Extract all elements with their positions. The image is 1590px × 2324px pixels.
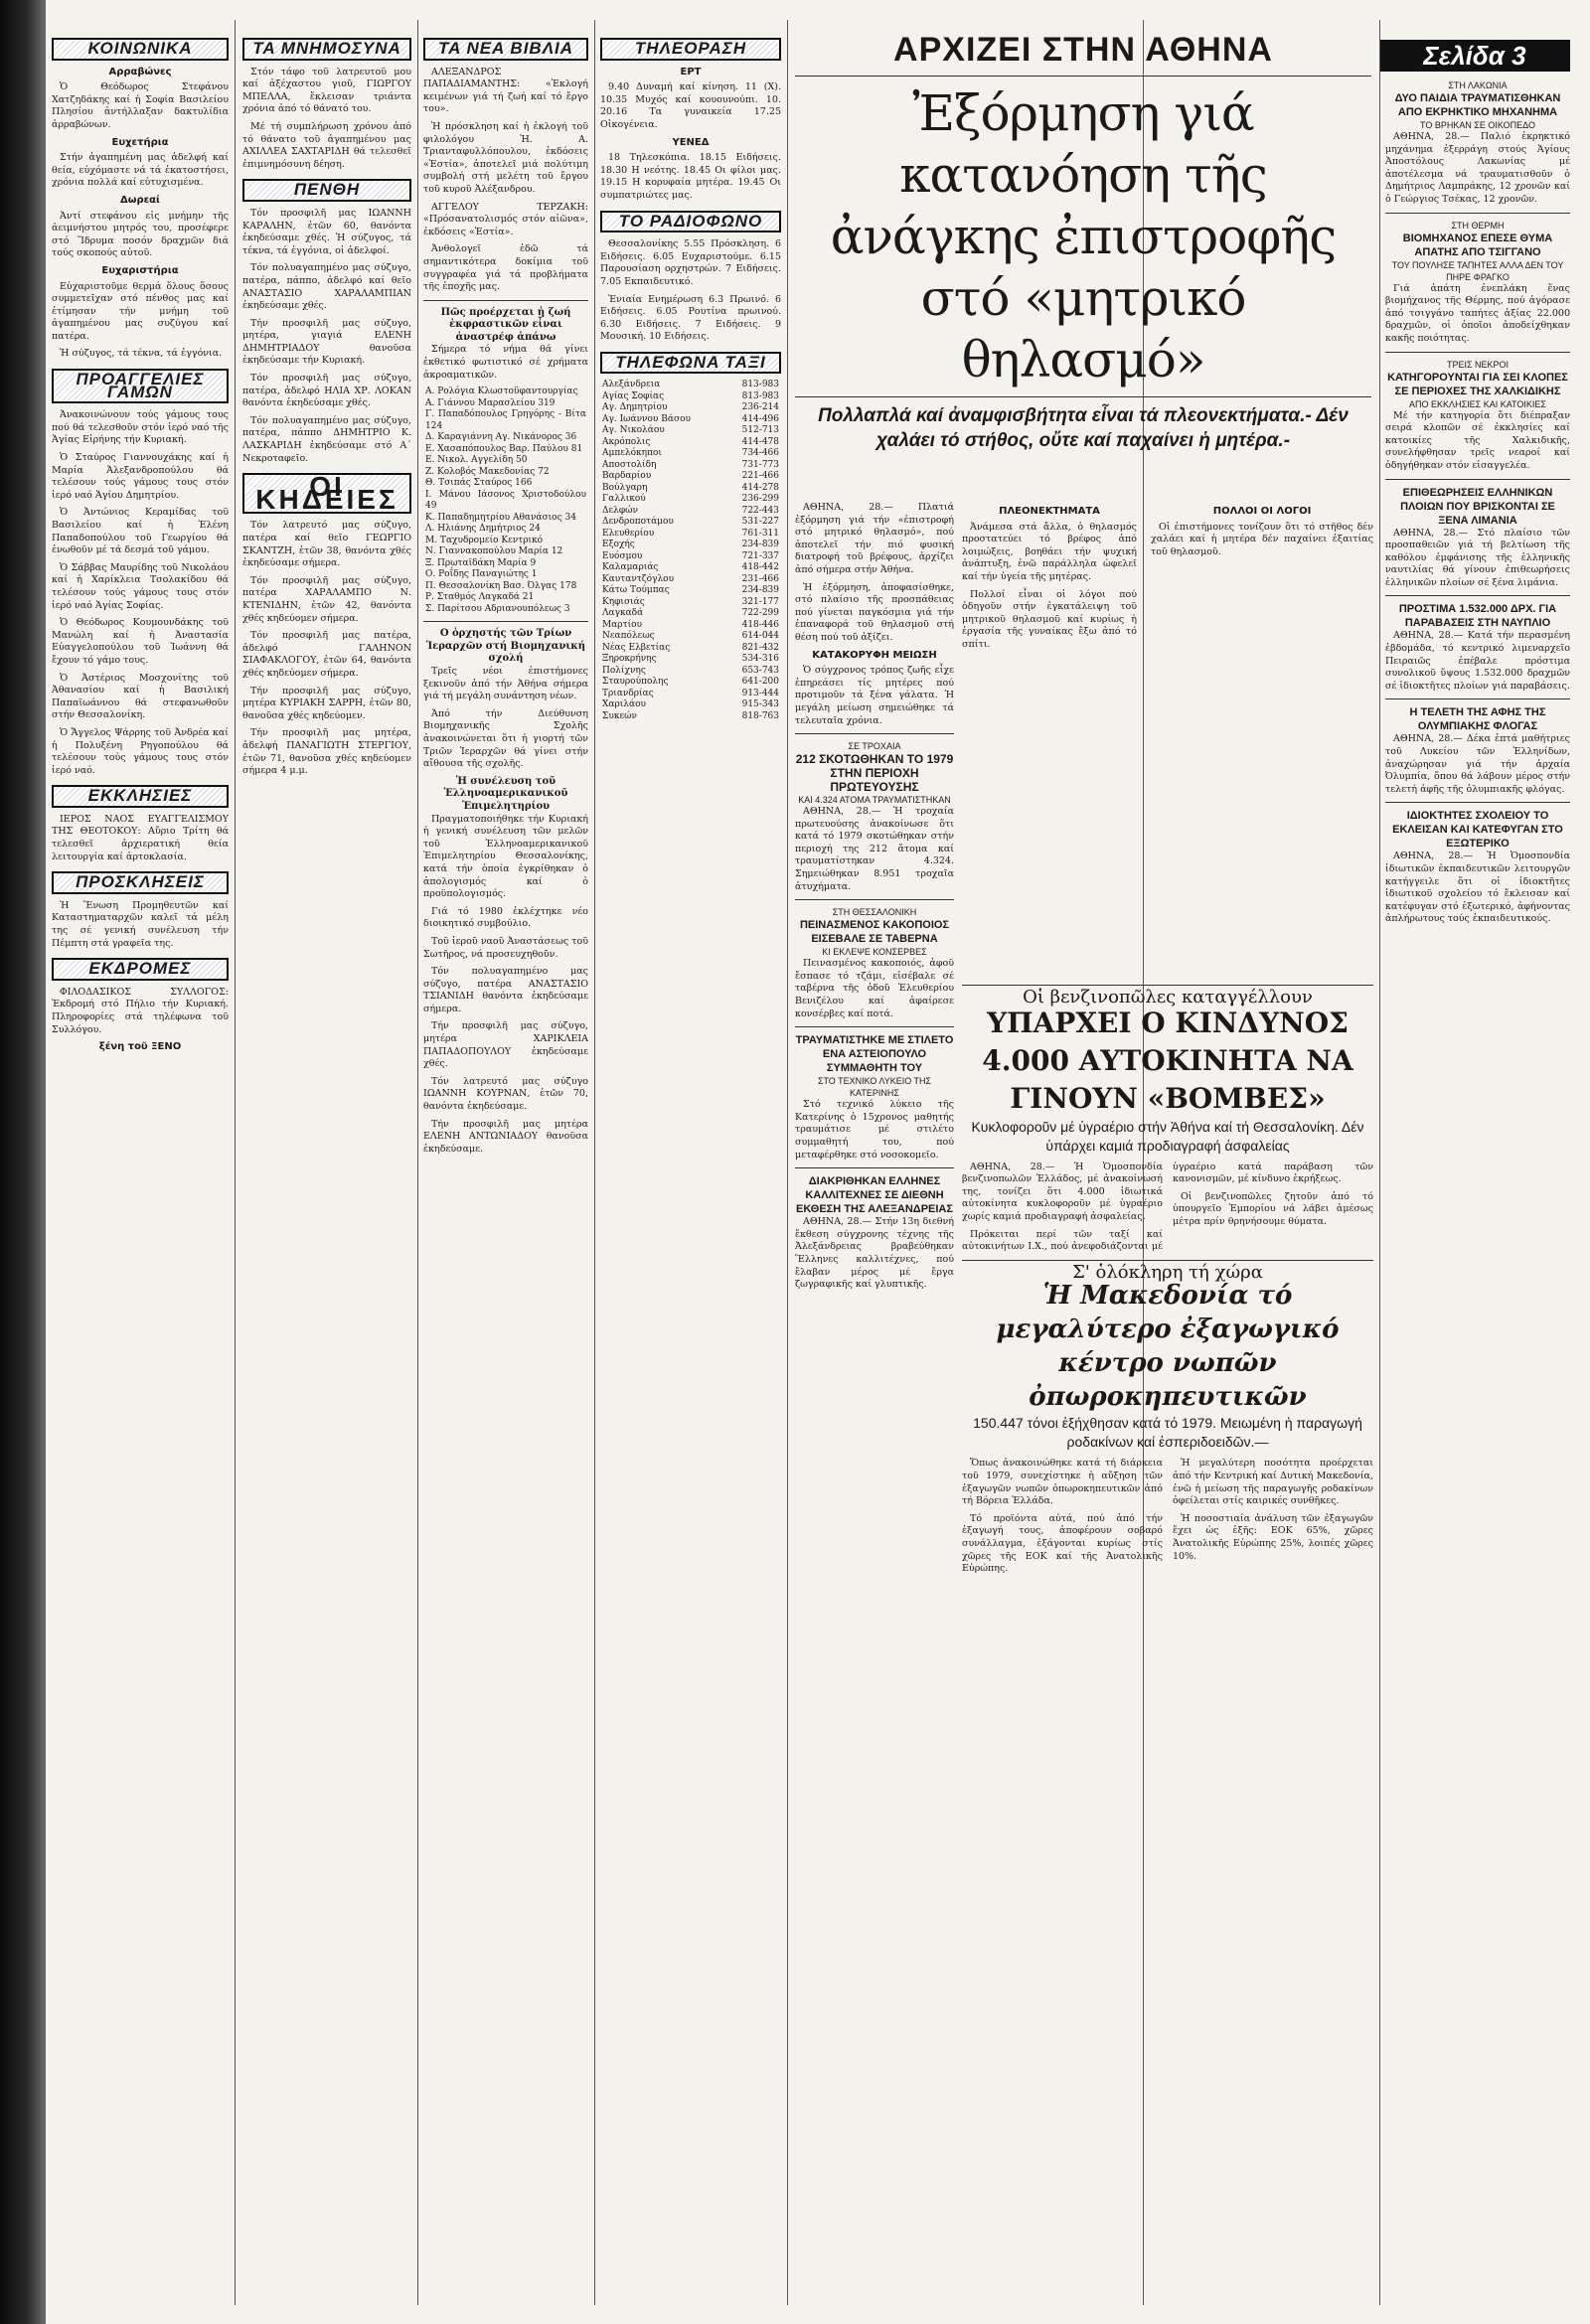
divider xyxy=(795,76,1371,77)
lead-kicker: ΑΡΧΙΖΕΙ ΣΤΗΝ ΑΘΗΝΑ xyxy=(893,31,1273,69)
paragraph: Τόν πολυαγαπημένο μας σύζυγο, πατέρα, πάππο ΔΗΜΗΤΡΙΟ Κ. ΛΑΣΚΑΡΙΔΗ ἐκηδεύσαμε στό Α΄ Νεκροταφεῖο. xyxy=(242,414,411,464)
paragraph: Ὁ σύγχρονος τρόπος ζωῆς εἶχε ἐπηρεάσει τίς μητέρες πού προτιμοῦν τά ξένα γάλατα. Ἡ μεγάλη μείωση σημειώθηκε τά τελευταῖα χρόνια. xyxy=(795,665,954,726)
paragraph: Ἐνιαία Ενημέρωση 6.3 Πρωινό. 6 Ειδήσεις. 6.05 Ρουτίνα πρωινού. 6.30 Ειδήσεις. 7 Ειδήσεις. 9 Μουσική. 10 Ειδήσεις. xyxy=(600,293,781,343)
taxi-area: Δελφών xyxy=(602,505,638,516)
taxi-area: Νεαπόλεως xyxy=(602,631,655,642)
list-item-text: Θ. Τσιπάς Σταύρος 166 xyxy=(425,478,533,489)
taxi-area: Αγ. Ιωάννου Βάσου xyxy=(602,413,691,424)
taxi-phone: 821-432 xyxy=(741,642,779,653)
taxi-row xyxy=(600,448,781,460)
taxi-phone: 531-227 xyxy=(741,517,779,528)
story-headline: ΠΡΟΣΤΙΜΑ 1.532.000 ΔΡΧ. ΓΙΑ ΠΑΡΑΒΑΣΕΙΣ ΣΤΗ ΝΑΥΠΛΙΟ xyxy=(1398,603,1557,630)
story-headline: 212 ΣΚΟΤΩΘΗΚΑΝ ΤΟ 1979 ΣΤΗΝ ΠΕΡΙΟΧΗ ΠΡΩΤΕΥΟΥΣΗΣ xyxy=(795,752,954,795)
paragraph: ΑΘΗΝΑ, 28.— Ἡ τροχαία πρωτευούσης ἀνακοίνωσε ὅτι κατά τό 1979 σκοτώθηκαν στήν περιοχή της 212 ἄτομα καί τραυματίστηκαν 4.324. Σημειώθηκαν 8.951 τροχαῖα ἀτυχήματα. xyxy=(795,806,954,892)
paragraph: Ἀπό τήν Διεύθυνση Βιομηχανικῆς Σχολῆς ἀνακοινώνεται ὅτι ἡ γιορτή τῶν Τριῶν Ἱεραρχῶν θά γίνει στήν αἴθουσα τῆς σχολῆς. xyxy=(423,707,588,770)
divider xyxy=(1385,698,1570,699)
mak-subhead: 150.447 τόνοι ἐξήχθησαν κατά τό 1979. Μειωμένη ἡ παραγωγή ροδακίνων καί ἐσπεριδοειδῶν.— xyxy=(973,1415,1362,1451)
paragraph: Πρόκειται περί τῶν ταξί καί αὐτοκινήτων Ι.Χ., πού ἀνεφοδιάζονται μέ ὑγραέριο κατά παράβαση τῶν κανονισμῶν, μέ κίνδυνο ἐκρήξεως. xyxy=(962,1161,1373,1253)
paragraph: Ὁ Ἀντώνιος Κεραμίδας τοῦ Βασιλείου καί ἡ Ἐλένη Παπαδοπούλου τοῦ Γεωργίου θά ἐνωθοῦν μέ τά δεσμά τοῦ γάμου. xyxy=(52,507,229,556)
paragraph: Οἱ ἐπιστήμονες τονίζουν ὅτι τό στῆθος δέν χαλάει καί ἡ μητέρα δέν παχαίνει ἐξαιτίας τοῦ θηλασμοῦ. xyxy=(1151,521,1373,557)
taxi-phone: 734-466 xyxy=(741,448,779,459)
paragraph: ΑΘΗΝΑ, 28.— Ἡ Ὁμοσπονδία ἰδιωτικῶν ἐκπαιδευτικῶν λειτουργῶν κατήγγειλε ὅτι οἱ ἰδιοκτῆτες ἰδιωτικοῦ σχολείου τό ἔκλεισαν καί κατέφυγαν στό ἐξωτερικό, ἀφήνοντας ἀπλήρωτους τούς ἐκπαιδευτικούς. xyxy=(1385,851,1570,925)
column-news-right-top xyxy=(1151,502,1373,979)
list-item xyxy=(423,432,588,444)
paragraph: ΑΘΗΝΑ, 28.— Δέκα ἑπτά μαθήτριες τοῦ Λυκείου τῶν Ἑλληνίδων, ἀναχώρησαν γιά τήν ἀρχαία Ὀλυμπία, ὅπου θά λάβουν μέρος στήν τελετή ἀφῆς τῆς ὀλυμπιακῆς φλόγας. xyxy=(1385,733,1570,795)
mak-body xyxy=(962,1458,1373,1575)
paragraph: Μέ τήν κατηγορία ὅτι διέπραξαν σειρά κλοπῶν σέ ἐκκλησίες καί κατοικίες τῆς Χαλκιδικῆς, συνελήφθησαν τρεῖς νεαροί καί ὁδηγήθηκαν στόν εἰσαγγελέα. xyxy=(1385,409,1570,471)
paragraph: ΑΘΗΝΑ, 28.— Στό πλαίσιο τῶν προσπαθειῶν γιά τή βελτίωση τῆς καθόλου ἐμφάνισης τῆς ἑλληνικῆς ναυτιλίας θά γίνουν ἐπιθεωρήσεις ἑλληνικῶν πλοίων σέ ξένα λιμάνια. xyxy=(1385,527,1570,588)
paragraph: Οἱ βενζινοπῶλες ζητοῦν ἀπό τό ὑπουργεῖο Ἐμπορίου νά λάβει ἀμέσως μέτρα πρίν θρηνήσουμε θύματα. xyxy=(1173,1190,1373,1227)
column-social xyxy=(52,30,229,2315)
list-item-text: Γ. Παπαδόπουλος Γρηγόρης - Βίτα 124 xyxy=(425,409,586,431)
taxi-row xyxy=(600,437,781,449)
story-headline: ΕΠΙΘΕΩΡΗΣΕΙΣ ΕΛΛΗΝΙΚΩΝ ΠΛΟΙΩΝ ΠΟΥ ΒΡΙΣΚΟΝΤΑΙ ΣΕ ΞΕΝΑ ΛΙΜΑΝΙΑ xyxy=(1400,486,1555,527)
taxi-phone: 913-444 xyxy=(741,688,779,698)
paragraph: Εὐχαριστοῦμε θερμά ὅλους ὅσους συμμετεῖχαν στό πένθος μας καί ἐτίμησαν τήν μνήμη τοῦ ἀγαπημένου μας συζύγου καί πατέρα. xyxy=(52,280,229,342)
divider xyxy=(423,621,588,622)
column-memorials xyxy=(242,30,411,2315)
section-mnimosyna: ΤΑ ΜΝΗΜΟΣΥΝΑ xyxy=(242,38,411,61)
taxi-phone: 414-478 xyxy=(741,436,779,447)
list-item-text: Α. Γιάννου Μαρασλείου 319 xyxy=(425,397,556,408)
taxi-area: Ευόσμου xyxy=(602,550,643,561)
paragraph: ΑΓΓΕΛΟΥ ΤΕΡΖΑΚΗ: «Πρόσανατολισμός στόν αἰῶνα», ἐκδόσεις «Ἑστία». xyxy=(423,201,588,237)
taxi-area: Βούλγαρη xyxy=(602,482,648,493)
paragraph: Στήν ἀγαπημένη μας ἀδελφή καί θεία, εὐχόμαστε νά τά ἑκατοστήσει, χρόνια πολλά καί εὐτυχισμένα. xyxy=(52,152,229,189)
list-item xyxy=(423,490,588,513)
taxi-row xyxy=(600,699,781,711)
divider xyxy=(795,733,954,734)
paragraph: Ὁ Θεόδωρος Στεφάνου Χατζηδάκης καί ἡ Σοφία Βασιλείου Πλησίου ἀντήλλαξαν δακτυλίδια ἀρραβώνων. xyxy=(52,81,229,130)
divider xyxy=(795,899,954,900)
list-item-text: Ν. Γιαννακοπούλου Μαρία 12 xyxy=(425,546,563,557)
divider xyxy=(1385,213,1570,214)
paragraph: Ὅπως ἀνακοινώθηκε κατά τή διάρκεια τοῦ 1979, συνεχίστηκε ἡ αὔξηση τῶν ἐξαγωγῶν νωπῶν ὀπωροκηπευτικῶν ἀπό τή Βόρεια Ἑλλάδα. xyxy=(962,1458,1163,1507)
story-headline: ΔΙΑΚΡΙΘΗΚΑΝ ΕΛΛΗΝΕΣ ΚΑΛΛΙΤΕΧΝΕΣ ΣΕ ΔΙΕΘΝΗ ΕΚΘΕΣΗ ΤΗΣ ΑΛΕΞΑΝΔΡΕΙΑΣ xyxy=(796,1175,953,1216)
list-item-text: Ο. Ροΐδης Παναγιώτης 1 xyxy=(425,569,538,580)
subsection-xeno: ξένη τοῦ ΞΕΝΟ xyxy=(98,1041,182,1053)
section-ekdromes: ΕΚΔΡΟΜΕΣ xyxy=(52,958,229,981)
story-subhead: ΚΙ ΕΚΛΕΨΕ ΚΟΝΣΕΡΒΕΣ xyxy=(822,947,927,958)
taxi-area: Μαρτίου xyxy=(602,619,642,630)
paragraph: Τόν προσφιλῆ μας πατέρα, ἀδελφό ΓΑΛΗΝΟΝ ΣΙΑΦΑΚΛΟΓΟΥ, ἐτῶν 64, θανόντα χθές κηδεύομεν σήμερα. xyxy=(242,630,411,679)
list-item xyxy=(423,467,588,479)
divider xyxy=(795,396,1371,397)
taxi-area: Δενδροποτάμου xyxy=(602,517,674,528)
subsection-heading: ΠΛΕΟΝΕΚΤΗΜΑΤΑ xyxy=(999,506,1100,517)
taxi-row xyxy=(600,471,781,483)
taxi-row xyxy=(600,654,781,666)
divider xyxy=(962,1260,1373,1261)
column-rule xyxy=(417,20,418,2305)
paragraph: Τόν προσφιλῆ μας σύζυγο, πατέρα ΧΑΡΑΛΑΜΠΟ Ν. ΚΤΕΝΙΔΗΝ, ἐτῶν 42, θανόντα χθές κηδεύομεν σήμερα. xyxy=(242,574,411,624)
taxi-phone: 221-466 xyxy=(741,471,779,482)
section-radiofono: ΤΟ ΡΑΔΙΟΦΩΝΟ xyxy=(600,211,781,233)
story-kicker: ΣΤΗ ΘΕΣΣΑΛΟΝΙΚΗ xyxy=(832,907,917,918)
list-item xyxy=(423,581,588,593)
list-table xyxy=(423,387,588,615)
taxi-phone: 414-496 xyxy=(741,413,779,424)
taxi-phone: 818-763 xyxy=(741,710,779,721)
taxi-area: Ελευθερίου xyxy=(602,528,655,539)
taxi-phone: 234-839 xyxy=(741,540,779,550)
lead-subhead: Πολλαπλά καί ἀναμφισβήτητα εἶναι τά πλεονεκτήματα.- Δέν χαλάει τό στήθος, οὔτε καί παχαίνει ἡ μητέρα.- xyxy=(818,405,1349,451)
list-item-text: Ξ. Πρωταϊδάκη Μαρία 9 xyxy=(425,557,537,568)
paragraph: Τήν προσφιλῆ μας σύζυγο, μητέρα, γιαγιά ΕΛΕΝΗ ΔΗΜΗΤΡΙΑΔΟΥ θανοῦσα ἐκηδεύσαμε τήν Κυριακή. xyxy=(242,317,411,367)
taxi-area: Λαγκαδά xyxy=(602,608,644,619)
benz-kicker: Οἱ βενζινοπῶλες καταγγέλλουν xyxy=(1023,987,1313,1007)
taxi-phone: 236-299 xyxy=(741,494,779,505)
taxi-area: Γαλλικού xyxy=(602,494,646,505)
taxi-area: Αλεξάνδρεια xyxy=(602,380,661,390)
taxi-row xyxy=(600,425,781,437)
list-item-text: Κ. Παπαδημητρίου Αθανάσιος 34 xyxy=(425,512,576,523)
paragraph: Ὁ Σταύρος Γιαννουχάκης καί ἡ Μαρία Ἀλεξανδροπούλου θά τελέσουν τούς γάμους τους στόν ἱερό ναό Ἁγίου Δημητρίου. xyxy=(52,452,229,501)
taxi-row xyxy=(600,460,781,472)
taxi-area: Συκεών xyxy=(602,710,637,721)
taxi-table xyxy=(600,380,781,722)
paragraph: ΑΘΗΝΑ, 28.— Παλιό ἐκρηκτικό μηχάνημα ἐξερράγη στούς Ἁγίους Ἀποστόλους Λακωνίας μέ ἀποτέλεσμα νά τραυματισθοῦν ὁ Δημήτριος Λαμπράκης, 12 χρονῶν καί ὁ Γεώργιος Τσέκας, 12 χρονῶν. xyxy=(1385,131,1570,205)
section-ekklisies: ΕΚΚΛΗΣΙΕΣ xyxy=(52,785,229,808)
list-item xyxy=(423,513,588,525)
taxi-row xyxy=(600,414,781,426)
taxi-row xyxy=(600,551,781,563)
list-item-text: Ι. Μάνου Ιάσονος Χριστοδούλου 49 xyxy=(425,489,586,512)
taxi-area: Χαριλάου xyxy=(602,699,646,710)
taxi-row xyxy=(600,380,781,391)
column-regional xyxy=(1385,79,1570,2315)
taxi-row xyxy=(600,517,781,529)
paragraph: ΑΘΗΝΑ, 28.— Πλατιά ἐξόρμηση γιά τήν «ἐπιστροφή στό μητρικό θηλασμό», πού ἀποτελεῖ τήν πιό φυσική διατροφή τοῦ βρέφους, ἀρχίζει ἀπό σήμερα στήν Ἀθήνα. xyxy=(795,502,954,575)
list-item-text: Ρ. Σταθμός Λαγκαδά 21 xyxy=(425,592,535,603)
column-news-mid-top xyxy=(962,502,1137,979)
taxi-phone: 761-311 xyxy=(741,528,779,539)
taxi-phone: 915-343 xyxy=(741,699,779,710)
paragraph: Τήν προσφιλῆ μας σύζυγο, μητέρα ΚΥΡΙΑΚΗ ΣΑΡΡΗ, ἐτῶν 80, θανοῦσα χθές κηδεύομεν. xyxy=(242,685,411,721)
list-item xyxy=(423,592,588,604)
paragraph: Τόν λατρευτό μας σύζυγο, πατέρα καί θεῖο ΓΕΩΡΓΙΟ ΣΚΑΝΤΖΗ, ἐτῶν 38, θανόντα χθές ἐκηδεύσαμε σήμερα. xyxy=(242,520,411,569)
paragraph: Ὁ Σάββας Μαυρίδης τοῦ Νικολάου καί ἡ Χαρίκλεια Τσολακίδου θά τελέσουν τούς γάμους τους στόν ἱερό ναό Ἁγίας Σοφίας. xyxy=(52,561,229,611)
taxi-area: Εξοχής xyxy=(602,540,635,550)
paragraph: Πραγματοποιήθηκε τήν Κυριακή ἡ γενική συνέλευση τῶν μελῶν τοῦ Ἐλληνοαμερικανικοῦ Ἐπιμελητηρίου Θεσσαλονίκης, κατά τήν ὁποία ἐγκρίθηκαν ὁ ἀπολογισμός καί ὁ προϋπολογισμός. xyxy=(423,813,588,900)
paragraph: Ἀνακοινώνουν τούς γάμους τους πού θά τελεσθοῦν στόν ἱερό ναό τῆς Ἁγίας Εἰρήνης τήν Κυριακή. xyxy=(52,409,229,446)
paragraph: Γιά τό 1980 ἐκλέχτηκε νέο διοικητικό συμβούλιο. xyxy=(423,905,588,930)
list-item xyxy=(423,398,588,410)
subsection-heading: ΚΑΤΑΚΟΡΥΦΗ ΜΕΙΩΣΗ xyxy=(812,649,937,661)
paragraph: Ὁ Ἀστέριος Μοσχονίτης τοῦ Ἀθανασίου καί ἡ Βασιλική Παπαϊωάννου θά στεφανωθοῦν στήν Θεσσαλονίκη. xyxy=(52,672,229,721)
paragraph: Ἡ σύζυγος, τά τέκνα, τά ἐγγόνια. xyxy=(60,348,223,360)
column-books xyxy=(423,30,588,2315)
list-item-text: Π. Θεσσαλονίκη Βασ. Όλγας 178 xyxy=(425,580,577,591)
column-rule xyxy=(1379,20,1380,2305)
taxi-row xyxy=(600,391,781,403)
list-item xyxy=(423,569,588,581)
story-subhead: ΤΟ ΒΡΗΚΑΝ ΣΕ ΟΙΚΟΠΕΔΟ xyxy=(1420,120,1535,130)
taxi-phone: 234-839 xyxy=(741,585,779,596)
binding-gutter xyxy=(0,0,46,2324)
taxi-phone: 418-442 xyxy=(741,562,779,573)
story-kicker: ΤΡΕΙΣ ΝΕΚΡΟΙ xyxy=(1446,359,1510,370)
subsection-eukhetiria: Ευχετήρια xyxy=(111,136,169,148)
story-kicker: ΣΤΗ ΘΕΡΜΗ xyxy=(1451,220,1505,231)
taxi-phone: 534-316 xyxy=(741,654,779,665)
taxi-phone: 236-214 xyxy=(741,402,779,413)
story-kicker: ΣΕ ΤΡΟΧΑΙΑ xyxy=(848,741,901,752)
paragraph: Τόν πολυαγαπημένο μας σύζυγο, πατέρα, πάππο, ἀδελφό καί θεῖο ΑΝΑΣΤΑΣΙΟ ΧΑΡΑΛΑΜΠΙΑΝ ἐκηδεύσαμε χθές. xyxy=(242,262,411,312)
paragraph: Ἀνθολογεῖ ἐδῶ τά σημαντικότερα δοκίμια τοῦ συγγραφέα γιά τά προβλήματα τῆς ἐποχῆς μας. xyxy=(423,243,588,293)
taxi-phone: 512-713 xyxy=(741,425,779,436)
taxi-area: Αγ. Νικολάου xyxy=(602,425,665,436)
column-news-left xyxy=(795,502,954,2320)
paragraph: Ἡ μεγαλύτερη ποσότητα προέρχεται ἀπό τήν Κεντρική καί Δυτική Μακεδονία, ἐνῶ ἡ μείωση τῆς παραγωγῆς ροδακίνων ὀφείλεται στίς καιρικές συνθῆκες. xyxy=(1173,1458,1373,1507)
section-proaggelies: ΠΡΟΑΓΓΕΛΙΕΣ ΓΑΜΩΝ xyxy=(52,369,229,403)
divider xyxy=(962,985,1373,986)
paragraph: Ἀνάμεσα στά ἄλλα, ὁ θηλασμός προστατεύει τό βρέφος ἀπό λοιμώξεις, βοηθάει τήν ψυχική ἀνάπτυξη, ἐνῶ παράλληλα ὠφελεῖ καί τήν ὑγεία τῆς μητέρας. xyxy=(962,521,1137,582)
subsection-ert: ΕΡΤ xyxy=(680,66,702,77)
paragraph: Τρεῖς νέοι ἐπιστήμονες ξεκινοῦν ἀπό τήν Ἀθήνα σήμερα γιά τή μεγάλη συνάντηση νέων. xyxy=(423,666,588,702)
paragraph: Στόν τάφο τοῦ λατρευτοῦ μου καί ἀξέχαστου γιοῦ, ΓΙΩΡΓΟΥ ΜΠΕΛΛΑ, ἔκλεισαν τριάντα χρόνια ἀπό τό θάνατό του. xyxy=(242,66,411,115)
taxi-row xyxy=(600,597,781,609)
benz-subhead: Κυκλοφοροῦν μέ ὑγραέριο στήν Ἀθήνα καί τή Θεσσαλονίκη. Δέν ὑπάρχει καμιά προδιαγραφή ἀσφαλείας xyxy=(971,1118,1364,1154)
paragraph: Γιά ἀπάτη ἐνεπλάκη ἕνας βιομήχανος τῆς Θέρμης, πού ἀγόρασε ἀπό τσιγγάνο ταπήτες ἀξίας 22.000 δραχμῶν, οἱ ὁποῖοι ἀποδείχθηκαν κακῆς ποιότητας. xyxy=(1385,282,1570,344)
headline-small: Ο ὀρχηστής τῶν Τρίων Ἱεραρχῶν στή Βιομηχανική σχολή xyxy=(426,628,585,665)
taxi-row xyxy=(600,402,781,414)
subsection-eukharistiria: Ευχαριστήρια xyxy=(101,264,179,276)
mak-headline: Ἡ Μακεδονία τό μεγαλύτερο ἐξαγωγικό κέντρο νωπῶν ὀπωροκηπευτικῶν xyxy=(996,1281,1340,1413)
story-headline: ΤΡΑΥΜΑΤΙΣΤΗΚΕ ΜΕ ΣΤΙΛΕΤΟ ΕΝΑ ΑΣΤΕΙΟΠΟΥΛΟ ΣΥΜΜΑΘΗΤΗ ΤΟΥ xyxy=(795,1034,954,1075)
story-subhead: ΚΑΙ 4.324 ΑΤΟΜΑ ΤΡΑΥΜΑΤΙΣΤΗΚΑΝ xyxy=(798,795,951,806)
column-tv-radio xyxy=(600,30,781,2315)
paragraph: 9.40 Δυναμή καί κίνηση. 11 (Χ). 10.35 Μυχός καί κουουνούπι. 10. 20.16 Τα γυναικεία 17.25 Οἰκογένεια. xyxy=(600,81,781,130)
taxi-phone: 614-044 xyxy=(741,631,779,642)
taxi-area: Αγ. Δημητρίου xyxy=(602,402,668,413)
taxi-row xyxy=(600,494,781,506)
story-headline: ΙΔΙΟΚΤΗΤΕΣ ΣΧΟΛΕΙΟΥ ΤΟ ΕΚΛΕΙΣΑΝ ΚΑΙ ΚΑΤΕΦΥΓΑΝ ΣΤΟ ΕΞΩΤΕΡΙΚΟ xyxy=(1392,810,1563,851)
column-rule xyxy=(594,20,595,2305)
taxi-area: Καλαμαριάς xyxy=(602,562,659,573)
divider xyxy=(1385,479,1570,480)
taxi-phone: 813-983 xyxy=(741,380,779,390)
list-item xyxy=(423,546,588,558)
paragraph: Τήν προσφιλῆ μας σύζυγο, μητέρα ΧΑΡΙΚΛΕΙΑ ΠΑΠΑΔΟΠΟΥΛΟΥ ἐκηδεύσαμε χθές. xyxy=(423,1020,588,1070)
paragraph: Ἀντί στεφάνου εἰς μνήμην τῆς ἀειμνήστου μητρός του, προσέφερε στό Ἵδρυμα ποσόν δραχμῶν διά τούς σκοπούς αὐτοῦ. xyxy=(52,210,229,259)
taxi-phone: 231-466 xyxy=(741,573,779,584)
mak-kicker: Σ' ὁλόκληρη τή χώρα xyxy=(1072,1261,1263,1283)
paragraph: Τήν προσφιλῆ μας μητέρα ΕΛΕΝΗ ΑΝΤΩΝΙΑΔΟΥ θανοῦσα ἐκηδεύσαμε. xyxy=(423,1118,588,1155)
paragraph: Τόν λατρευτό μας σύζυγο ΙΩΑΝΝΗ ΚΟΥΡΝΑΝ, ἐτῶν 70, θανόντα ἐκηδεύσαμε. xyxy=(423,1075,588,1113)
column-rule xyxy=(787,20,788,2305)
section-proskliseis: ΠΡΟΣΚΛΗΣΕΙΣ xyxy=(52,871,229,894)
paragraph: Τόν προσφιλῆ μας ΙΩΑΝΝΗ ΚΑΡΑΛΗΝ, ἐτῶν 60, θανόντα ἐκηδεύσαμε χθές. Ἡ σύζυγος, τά τέκνα, τά ἐγγόνια, οἱ ἀδελφοί. xyxy=(242,207,411,256)
taxi-phone: 321-177 xyxy=(741,596,779,607)
paragraph: Ἡ Ἕνωση Προμηθευτῶν καί Καταστηματαρχῶν καλεῖ τά μέλη της σέ γενική συνέλευση τήν Πέμπτη στά γραφεῖα της. xyxy=(52,899,229,949)
taxi-area: Αποστολίδη xyxy=(602,459,657,470)
paragraph: Ἡ ἐξόρμηση, ἀποφασίσθηκε, στό πλαίσιο τῆς προσπάθειας πού γίνεται παγκόσμια γιά τήν ἐπαναφορά τοῦ θηλασμοῦ στή θέση πού τοῦ ἀξίζει. xyxy=(795,581,954,643)
taxi-row xyxy=(600,483,781,495)
section-tileorasi: ΤΗΛΕΟΡΑΣΗ xyxy=(600,38,781,61)
list-item-text: Δ. Καραγιάννη Αγ. Νικάνορος 36 xyxy=(425,432,577,443)
taxi-area: Σταυρούπολης xyxy=(602,677,669,688)
paragraph: ΑΘΗΝΑ, 28.— Ἡ Ὁμοσπονδία βενζινοπωλῶν Ἑλλάδος, μέ ἀνακοίνωσή της, τονίζει ὅτι 4.000 ἰδιωτικά αὐτοκίνητα κυκλοφοροῦν μέ ὑγραέριο χωρίς καμιά προδιαγραφή ἀσφαλείας. xyxy=(962,1161,1163,1222)
story-subhead: ΑΠΟ ΕΚΚΛΗΣΙΕΣ ΚΑΙ ΚΑΤΟΙΚΙΕΣ xyxy=(1409,398,1546,409)
taxi-area: Ξηροκρήνης xyxy=(602,654,657,665)
headline-small: Ἡ συνέλευση τοῦ Ἐλληνοαμερικανικοῦ Ἐπιμελητηρίου xyxy=(443,775,568,812)
section-tilefona-taxi: ΤΗΛΕΦΩΝΑ ΤΑΞΙ xyxy=(600,352,781,375)
paragraph: Τό προϊόντα αὐτά, πού ἀπό τήν ἐξαγωγή τους, ἀποφέρουν σοβαρό συνάλλαγμα, ἐξάγονται κυρίως στίς χῶρες τῆς ΕΟΚ καί τῆς Ἀνατολικῆς Εὐρώπης. xyxy=(962,1512,1163,1575)
story-headline: ΚΑΤΗΓΟΡΟΥΝΤΑΙ ΓΙΑ ΣΕΙ ΚΛΟΠΕΣ ΣΕ ΠΕΡΙΟΧΕΣ ΤΗΣ ΧΑΛΚΙΔΙΚΗΣ xyxy=(1387,371,1568,397)
taxi-row xyxy=(600,689,781,700)
paragraph: Πολλοί εἶναι οἱ λόγοι πού ὁδηγοῦν στήν ἐγκατάλειψη τοῦ μητρικοῦ θηλασμοῦ καί κυρίως ἡ ἐργασία τῆς γυναίκας ἔξω ἀπό τό σπίτι. xyxy=(962,588,1137,650)
story-headline: ΠΕΙΝΑΣΜΕΝΟΣ ΚΑΚΟΠΟΙΟΣ ΕΙΣΕΒΑΛΕ ΣΕ ΤΑΒΕΡΝΑ xyxy=(799,919,950,946)
subsection-yenes: ΥΕΝΕΔ xyxy=(672,136,710,148)
paragraph: Τοῦ ἱεροῦ ναοῦ Ἀναστάσεως τοῦ Σωτῆρος, νά προσευχηθοῦν. xyxy=(423,935,588,960)
list-item xyxy=(423,524,588,536)
taxi-area: Πολίχνης xyxy=(602,665,646,676)
section-penthi: ΠΕΝΘΗ xyxy=(242,179,411,202)
list-item-text: Ε. Νικολ. Αγγελίδη 50 xyxy=(425,455,528,466)
taxi-row xyxy=(600,540,781,551)
story-headline: Η ΤΕΛΕΤΗ ΤΗΣ ΑΦΗΣ ΤΗΣ ΟΛΥΜΠΙΑΚΗΣ ΦΛΟΓΑΣ xyxy=(1409,706,1546,733)
paragraph: Ὁ Θεόδωρος Κουμουνδάκης τοῦ Μανώλη καί ἡ Ἀναστασία Εὐαγγελοπούλου τοῦ Ἰωάννη θά ἔχουν τό γάμο τους. xyxy=(52,617,229,666)
headline-small: Πῶς προέρχεται ἡ ζωή ἐκφραστικῶν εἶναι ἀναστρέφ ἀπάνω xyxy=(440,306,571,343)
list-item xyxy=(423,455,588,467)
taxi-phone: 641-200 xyxy=(741,677,779,688)
list-item-text: Ζ. Κολοβός Μακεδονίας 72 xyxy=(425,466,550,477)
divider xyxy=(795,1026,954,1027)
list-item-text: Ε. Χασαπόπουλος Βαρ. Παύλου 81 xyxy=(425,443,583,454)
divider xyxy=(1385,352,1570,353)
divider xyxy=(795,1167,954,1168)
column-news-lower xyxy=(962,979,1373,2320)
taxi-row xyxy=(600,643,781,655)
list-item xyxy=(423,604,588,616)
list-item xyxy=(423,536,588,547)
paragraph: Σήμερα τό νήμα θά γίνει ἐκθετικό φωτιστικό σέ χρήματα ἀκροαματικῶν. xyxy=(423,344,588,381)
taxi-phone: 813-983 xyxy=(741,390,779,401)
paragraph: ΙΕΡΟΣ ΝΑΟΣ ΕΥΑΓΓΕΛΙΣΜΟΥ ΤΗΣ ΘΕΟΤΟΚΟΥ: Αὔριο Τρίτη θά τελεσθεῖ ἀρχιερατική θεία λειτουργία καί ἀρτοκλασία. xyxy=(52,813,229,862)
paragraph: Ἡ ποσοστιαία ἀνάλυση τῶν ἐξαγωγῶν ἔχει ὡς ἑξῆς: ΕΟΚ 65%, χῶρες Ἀνατολικῆς Εὐρώπης 25%, λοιπές χῶρες 10%. xyxy=(1173,1512,1373,1562)
list-item xyxy=(423,558,588,570)
story-kicker: ΣΤΗ ΛΑΚΩΝΙΑ xyxy=(1448,80,1508,90)
taxi-row xyxy=(600,666,781,678)
paragraph: Ὁ Ἄγγελος Ψάρρης τοῦ Ἀνδρέα καί ἡ Πολυξένη Ρηγοπούλου θά τελέσουν τούς γάμους τους στόν ἱερό ναό. xyxy=(52,726,229,776)
section-koinonika: ΚΟΙΝΩΝΙΚΑ xyxy=(52,38,229,61)
list-item-text: Σ. Παρίτσου Αδριανουπόλεως 3 xyxy=(425,603,570,614)
list-item-text: Α. Ρολόγια Κλωστοϋφαντουργίας xyxy=(425,387,578,397)
paragraph: Τόν πολυαγαπημένο μας σύζυγο, πατέρα ΑΝΑΣΤΑΣΙΟ ΤΣΙΑΝΙΔΗ θανόντα ἐκηδεύσαμε σήμερα. xyxy=(423,966,588,1014)
taxi-row xyxy=(600,585,781,597)
divider xyxy=(1385,802,1570,803)
list-item-text: Μ. Ταχυδρομείο Κεντρικό xyxy=(425,535,544,545)
paragraph: Ἡ πρόσκληση καί ἡ ἐκλογή τοῦ φιλολόγου Ἡ. Α. Τριανταφυλλόπουλου, ἐκδόσεις «Ἑστία», ἀποτελεῖ μιά πολύτιμη συμβολή στή μελέτη τοῦ ἔργου τοῦ κυροῦ Ἀλέξανδρου. xyxy=(423,120,588,195)
lead-headline: Ἐξόρμηση γιά κατανόηση τῆς ἀνάγκης ἐπιστροφῆς στό «μητρικό θηλασμό» xyxy=(830,84,1337,388)
story-headline: ΒΙΟΜΗΧΑΝΟΣ ΕΠΕΣΕ ΘΥΜΑ ΑΠΑΤΗΣ ΑΠΟ ΤΣΙΓΓΑΝΟ xyxy=(1402,232,1553,258)
paragraph: Τήν προσφιλῆ μας μητέρα, ἀδελφή ΠΑΝΑΓΙΩΤΗ ΣΤΕΡΓΙΟΥ, ἐτῶν 71, θανοῦσα χθές κηδεύομεν σήμερα 4 μ.μ. xyxy=(242,727,411,777)
taxi-row xyxy=(600,677,781,689)
divider xyxy=(423,300,588,301)
taxi-row xyxy=(600,562,781,574)
paragraph: ΑΘΗΝΑ, 28.— Στήν 13η διεθνή ἔκθεση σύγχρονης τέχνης τῆς Ἀλεξάνδρειας βραβεύθηκαν Ἕλληνες καλλιτέχνες, πού ἔλαβαν μέρος μέ ἔργα ζωγραφικῆς καί γλυπτικῆς. xyxy=(795,1216,954,1291)
paragraph: Μέ τή συμπλήρωση χρόνου ἀπό τό θάνατο τοῦ ἀγαπημένου μας ΑΧΙΛΛΕΑ ΣΑΧΤΑΡΙΔΗ θά τελεσθεῖ ἐπιμνημόσυνη δέηση. xyxy=(242,120,411,170)
taxi-area: Νέας Ελβετίας xyxy=(602,642,671,653)
taxi-row xyxy=(600,711,781,723)
taxi-phone: 653-743 xyxy=(741,665,779,676)
taxi-area: Κηφισιάς xyxy=(602,596,645,607)
taxi-area: Κάτω Τούμπας xyxy=(602,585,670,596)
taxi-phone: 722-443 xyxy=(741,505,779,516)
taxi-phone: 418-446 xyxy=(741,619,779,630)
taxi-area: Αγίας Σοφίας xyxy=(602,390,665,401)
taxi-area: Βαρδαρίου xyxy=(602,471,652,482)
paragraph: ΑΘΗΝΑ, 28.— Κατά τήν περασμένη ἑβδομάδα, τό κεντρικό λιμεναρχεῖο Πειραιῶς ἐπέβαλε πρόστιμα συνολικοῦ ὕψους 1.532.000 δραχμῶν σέ ἰδιοκτῆτες πλοίων γιά παραβάσεις. xyxy=(1385,630,1570,692)
taxi-area: Τριανδρίας xyxy=(602,688,654,698)
taxi-row xyxy=(600,620,781,632)
list-item xyxy=(423,387,588,398)
taxi-phone: 722-299 xyxy=(741,608,779,619)
paragraph: 18 Τηλεσκόπια. 18.15 Ειδήσεις. 18.30 Η νεότης. 18.45 Οι φίλοι μας. 19.15 Η κορυφαία μητέρα. 19.45 Οι συμπατριώτες μας. xyxy=(600,152,781,201)
taxi-phone: 414-278 xyxy=(741,482,779,493)
benz-body xyxy=(962,1162,1373,1254)
paragraph: Τόν προσφιλῆ μας σύζυγο, πατέρα, ἀδελφό ΗΛΙΑ ΧΡ. ΛΟΚΑΝ θανόντα ἐκηδεύσαμε χθές. xyxy=(242,373,411,409)
page-number-label: Σελίδα 3 xyxy=(1379,40,1570,72)
taxi-row xyxy=(600,631,781,643)
paragraph: Πεινασμένος κακοποιός, ἀφοῦ ἔσπασε τό τζάμι, εἰσέβαλε σέ ταβέρνα τῆς ὁδοῦ Ἐλευθερίου Βενιζέλου καί ἀφαίρεσε κονσέρβες καί ποτά. xyxy=(795,958,954,1019)
taxi-phone: 721-337 xyxy=(741,550,779,561)
taxi-area: Καυταντζόγλου xyxy=(602,573,675,584)
section-nea-vivlia: ΤΑ ΝΕΑ ΒΙΒΛΙΑ xyxy=(423,38,588,61)
taxi-area: Ακρόπολις xyxy=(602,436,651,447)
subsection-heading: ΠΟΛΛΟΙ ΟΙ ΛΟΓΟΙ xyxy=(1212,506,1312,517)
column-rule xyxy=(235,20,236,2305)
list-item xyxy=(423,409,588,432)
taxi-row xyxy=(600,608,781,620)
list-item-text: Λ. Ηλιάνης Δημήτριος 24 xyxy=(425,524,541,535)
list-item xyxy=(423,478,588,490)
story-subhead: ΤΟΥ ΠΟΥΛΗΣΕ ΤΑΠΗΤΕΣ ΑΛΛΑ ΔΕΝ ΤΟΥ ΠΗΡΕ ΦΡΑΓΚΟ xyxy=(1391,259,1564,282)
paragraph: Στό τεχνικό λύκειο τῆς Κατερίνης ὁ 15χρονος μαθητής τραυμάτισε μέ στιλέτο συμμαθητή του, πού μεταφέρθηκε στό νοσοκομεῖο. xyxy=(795,1099,954,1161)
subsection-arravones: Αρραβώνες xyxy=(108,66,172,77)
section-kideies: ΟΙ ΚΗΔΕΙΕΣ xyxy=(242,473,411,514)
subsection-doreai: Δωρεαί xyxy=(120,194,160,206)
taxi-row xyxy=(600,574,781,586)
paragraph: Θεσσαλονίκης 5.55 Πρόσκληση. 6 Ειδήσεις. 6.05 Ευχαριστούμε. 6.15 Παρουσίαση ορχηστρών. 7 Ειδήσεις. 7.05 Εκπαιδευτικό. xyxy=(600,238,781,287)
paragraph: ΦΙΛΟΔΑΣΙΚΟΣ ΣΥΛΛΟΓΟΣ: Ἐκδρομή στό Πήλιο τήν Κυριακή. Πληροφορίες στά τηλέφωνα τοῦ Συλλόγου. xyxy=(52,986,229,1035)
paragraph: ΑΛΕΞΑΝΔΡΟΣ ΠΑΠΑΔΙΑΜΑΝΤΗΣ: «Ἐκλογή κειμένων γιά τή ζωή καί τό ἔργο του». xyxy=(423,66,588,115)
lead-story-header xyxy=(795,30,1371,467)
benz-headline: ΥΠΑΡΧΕΙ Ο ΚΙΝΔΥΝΟΣ 4.000 ΑΥΤΟΚΙΝΗΤΑ ΝΑ ΓΙΝΟΥΝ «ΒΟΜΒΕΣ» xyxy=(982,1006,1353,1115)
divider xyxy=(1385,595,1570,596)
taxi-row xyxy=(600,529,781,541)
taxi-area: Αμπελόκηποι xyxy=(602,448,662,459)
taxi-row xyxy=(600,506,781,518)
story-headline: ΔΥΟ ΠΑΙΔΙΑ ΤΡΑΥΜΑΤΙΣΘΗΚΑΝ ΑΠΟ ΕΚΡΗΚΤΙΚΟ ΜΗΧΑΝΗΜΑ xyxy=(1394,92,1561,118)
taxi-phone: 731-773 xyxy=(741,459,779,470)
story-subhead: ΣΤΟ ΤΕΧΝΙΚΟ ΛΥΚΕΙΟ ΤΗΣ ΚΑΤΕΡΙΝΗΣ xyxy=(817,1076,932,1099)
list-item xyxy=(423,444,588,456)
